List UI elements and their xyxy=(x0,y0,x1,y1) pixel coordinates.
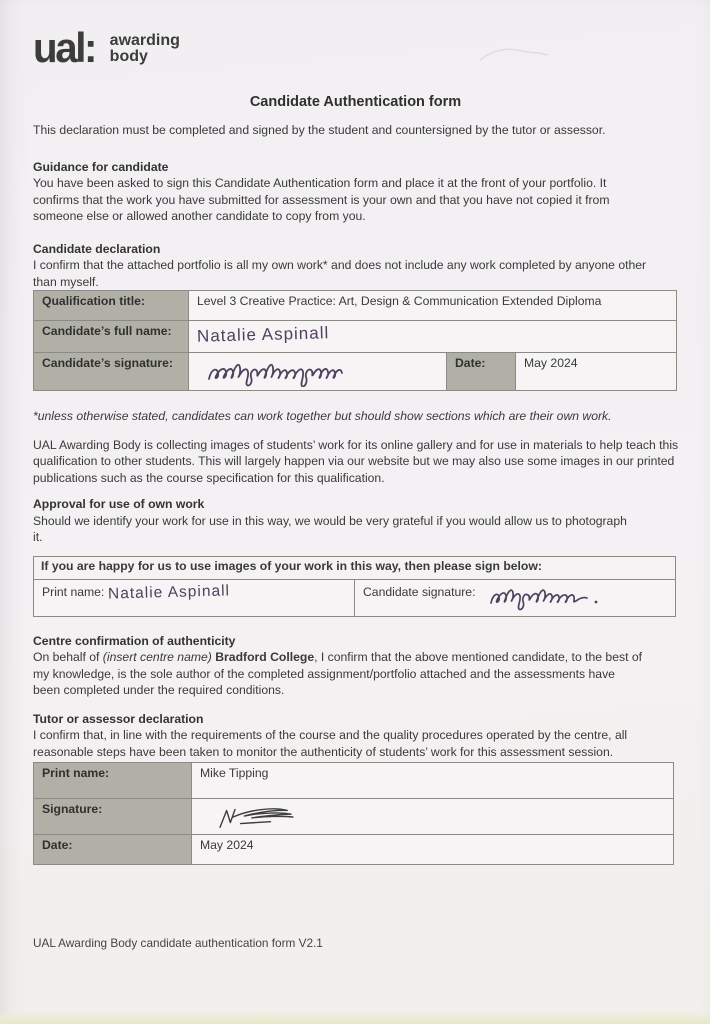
consent-print-name-field xyxy=(34,579,355,616)
table-row xyxy=(34,763,674,799)
centre-body-prefix: On behalf of xyxy=(33,650,103,664)
candidate-signature-label: Candidate’s signature: xyxy=(34,353,189,391)
date-value: May 2024 xyxy=(516,353,677,391)
page-title: Candidate Authentication form xyxy=(249,94,462,110)
handwritten-candidate-name: Natalie Aspinall xyxy=(196,323,330,346)
ual-awarding-body-logo xyxy=(33,24,678,74)
ual-logo-text xyxy=(110,33,180,65)
centre-name: Bradford College xyxy=(211,650,315,664)
image-consent-table xyxy=(33,556,676,617)
section-guidance xyxy=(33,159,678,225)
consent-signature-label: Candidate signature: xyxy=(363,584,476,599)
declaration-body: I confirm that the attached portfolio is all my own work* and does not include any work completed by anyone other than myself. xyxy=(33,258,647,289)
candidate-declaration-table xyxy=(33,290,677,391)
approval-heading: Approval for use of own work xyxy=(33,497,205,511)
tutor-declaration-table xyxy=(33,762,674,865)
tutor-date-label: Date: xyxy=(34,835,192,865)
collecting-images-paragraph: UAL Awarding Body is collecting images of students’ work for its online gallery and for use in materials to help teach this qualification to other students. This will largely happen via our website but we may also use some images in our printed publications such as the course specification for this qualification. xyxy=(33,437,679,485)
logo-line-awarding: awarding xyxy=(109,32,180,49)
table-row xyxy=(34,321,677,353)
guidance-body: You have been asked to sign this Candidate Authentication form and place it at the front of your portfolio. It confirms that the work you have submitted for assessment is your own and that you have not copied it from someone else or allowed another candidate to copy from you. xyxy=(33,176,610,223)
table-row xyxy=(34,291,677,321)
intro-line: This declaration must be completed and signed by the student and countersigned by the tutor or assessor. xyxy=(33,123,606,137)
candidate-signature-field xyxy=(189,353,447,391)
tutor-print-name-label: Print name: xyxy=(34,763,192,799)
table-row xyxy=(34,556,676,579)
scanner-edge-band xyxy=(0,1011,710,1024)
insert-centre-name-placeholder: (insert centre name) xyxy=(102,650,212,664)
section-approval xyxy=(33,496,678,546)
qualification-title-label: Qualification title: xyxy=(34,291,189,321)
consent-signature-scribble-icon xyxy=(483,583,611,611)
table-row xyxy=(34,835,674,865)
section-candidate-declaration xyxy=(33,241,678,291)
print-name-label: Print name: xyxy=(42,584,105,599)
tutor-date-value: May 2024 xyxy=(192,835,674,865)
tutor-print-name-value: Mike Tipping xyxy=(192,763,674,799)
consent-signature-field xyxy=(355,579,676,616)
candidate-signature-scribble-icon xyxy=(201,357,351,387)
ual-logo-mark: ual: xyxy=(33,24,96,71)
candidate-name-label: Candidate’s full name: xyxy=(34,321,189,353)
table-row xyxy=(34,799,674,835)
tutor-signature-scribble-icon xyxy=(204,803,322,831)
asterisk-note: *unless otherwise stated, candidates can work together but should show sections which are their own work. xyxy=(33,409,612,423)
centre-heading: Centre confirmation of authenticity xyxy=(33,633,236,648)
handwritten-print-name: Natalie Aspinall xyxy=(107,581,230,603)
logo-line-body: body xyxy=(109,48,148,65)
table-row xyxy=(34,353,677,391)
section-tutor-declaration xyxy=(33,711,678,761)
section-centre-confirmation xyxy=(33,633,678,699)
qualification-title-value: Level 3 Creative Practice: Art, Design & Communication Extended Diploma xyxy=(189,291,677,321)
guidance-heading: Guidance for candidate xyxy=(33,159,169,174)
tutor-signature-label: Signature: xyxy=(34,799,192,835)
consent-table-header: If you are happy for us to use images of your work in this way, then please sign below: xyxy=(34,556,676,579)
tutor-body: I confirm that, in line with the requirements of the course and the quality procedures operated by the centre, all reasonable steps have been taken to monitor the authenticity of students’ work for this assessment session. xyxy=(33,728,628,759)
form-version-footer: UAL Awarding Body candidate authentication form V2.1 xyxy=(33,936,323,950)
centre-body xyxy=(33,649,645,699)
candidate-name-field xyxy=(189,321,677,353)
table-row xyxy=(34,579,676,616)
centre-body-rest: , I confirm that the above mentioned candidate, to the best of my knowledge, is the sole author of the completed assignment/portfolio attached and the assessments have been completed under the required conditions. xyxy=(33,650,643,697)
tutor-heading: Tutor or assessor declaration xyxy=(33,711,204,726)
declaration-heading: Candidate declaration xyxy=(33,241,161,256)
date-label: Date: xyxy=(447,353,516,391)
approval-body: Should we identify your work for use in this way, we would be very grateful if you would allow us to photograph it. xyxy=(33,513,627,544)
tutor-signature-field xyxy=(192,799,674,835)
